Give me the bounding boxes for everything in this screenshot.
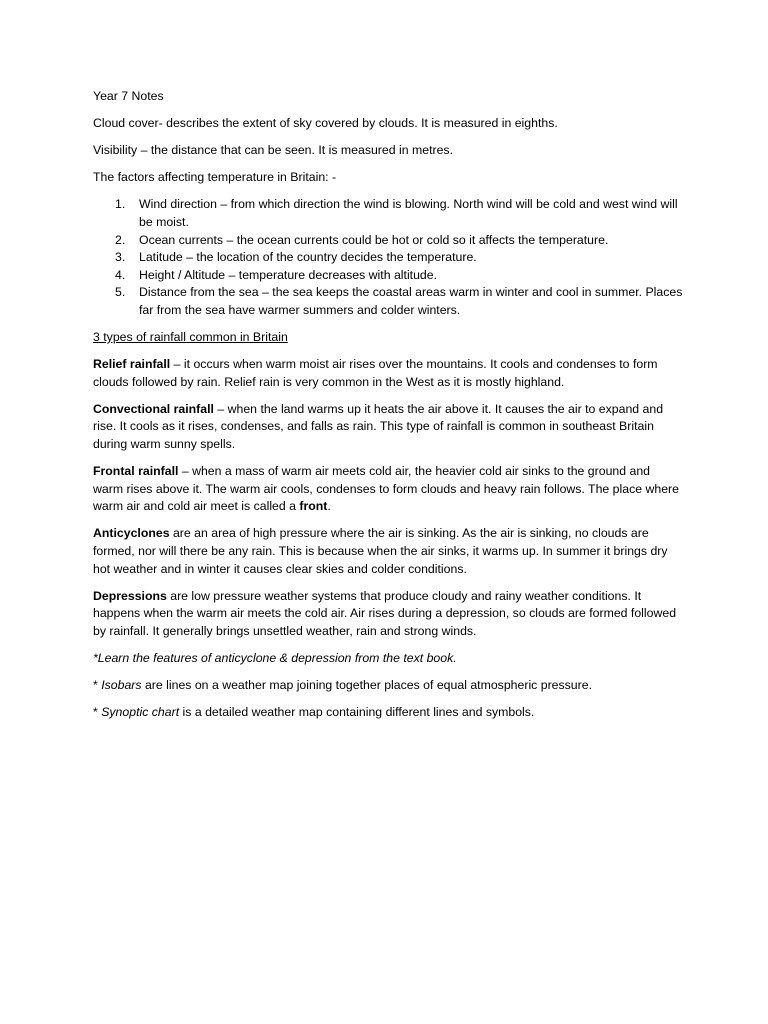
list-item-number: 5. (115, 285, 126, 300)
note-prefix: * (93, 705, 102, 720)
term-isobars: Isobars (101, 678, 142, 693)
paragraph-relief-rainfall (93, 356, 683, 391)
note-synoptic-chart (93, 704, 683, 722)
term-frontal-rainfall: Frontal rainfall (93, 464, 179, 479)
paragraph-frontal-rainfall (93, 463, 683, 516)
paragraph-text: – when a mass of warm air meets cold air, the heavier cold air sinks to the ground and warm rises above it. The warm air cools, condenses to form clouds and heavy rain follows. The place where warm air and cold air meet is called a (93, 464, 679, 514)
paragraph-text: – when the land warms up it heats the air above it. It causes the air to expand and rise. It cools as it rises, condenses, and falls as rain. This type of rainfall is common in southeast Britain during warm sunny spells. (93, 401, 664, 451)
paragraph-text: are low pressure weather systems that produce cloudy and rainy weather conditions. It happens when the warm air meets the cold air. Air rises during a depression, so clouds are formed followed by rainfall. It generally brings unsettled weather, rain and strong winds. (93, 588, 677, 638)
note-learn-text: *Learn the features of anticyclone & depression from the text book. (93, 650, 457, 665)
paragraph-text: are an area of high pressure where the air is sinking. As the air is sinking, no clouds are formed, nor will there be any rain. This is because when the air sinks, it warms up. In summer it brings dry hot weather and in winter it causes clear skies and colder conditions. (93, 526, 668, 576)
list-item-text: Latitude – the location of the country decides the temperature. (139, 250, 477, 265)
list-item-text: Ocean currents – the ocean currents could be hot or cold so it affects the temperature. (139, 232, 609, 247)
list-item (115, 249, 683, 267)
paragraph-convectional-rainfall (93, 401, 683, 454)
paragraph-end: . (327, 499, 331, 514)
list-item-number: 4. (115, 267, 126, 282)
term-anticyclones: Anticyclones (93, 526, 170, 541)
note-learn (93, 650, 683, 668)
note-isobars (93, 677, 683, 695)
term-relief-rainfall: Relief rainfall (93, 357, 171, 372)
rainfall-heading: 3 types of rainfall common in Britain (93, 330, 288, 345)
term-depressions: Depressions (93, 588, 167, 603)
term-convectional-rainfall: Convectional rainfall (93, 401, 214, 416)
definition-visibility: Visibility – the distance that can be seen. It is measured in metres. (93, 143, 453, 158)
list-item-number: 3. (115, 250, 126, 265)
note-text: is a detailed weather map containing different lines and symbols. (179, 705, 535, 720)
factors-intro: The factors affecting temperature in Britain: - (93, 170, 337, 185)
paragraph-anticyclones (93, 525, 683, 578)
list-item-number: 2. (115, 232, 126, 247)
factors-list (93, 196, 683, 319)
list-item-text: Wind direction – from which direction the wind is blowing. North wind will be cold and west wind will be moist. (139, 197, 678, 229)
paragraph-text: – it occurs when warm moist air rises over the mountains. It cools and condenses to form clouds followed by rain. Relief rain is very common in the West as it is mostly highland. (93, 357, 658, 389)
list-item (115, 232, 683, 250)
term-front: front (299, 499, 328, 514)
list-item-text: Height / Altitude – temperature decreases with altitude. (139, 267, 438, 282)
list-item-text: Distance from the sea – the sea keeps the coastal areas warm in winter and cool in summer. Places far from the sea have warmer summers and colder winters. (139, 285, 683, 317)
document-page (93, 88, 683, 731)
note-text: are lines on a weather map joining together places of equal atmospheric pressure. (141, 678, 592, 693)
list-item-number: 1. (115, 197, 126, 212)
paragraph-depressions (93, 588, 683, 641)
term-synoptic-chart: Synoptic chart (101, 705, 180, 720)
list-item (115, 284, 683, 319)
note-prefix: * (93, 678, 102, 693)
document-title: Year 7 Notes (93, 89, 164, 103)
list-item (115, 196, 683, 231)
list-item (115, 267, 683, 285)
definition-cloud-cover: Cloud cover- describes the extent of sky covered by clouds. It is measured in eighths. (93, 116, 558, 131)
